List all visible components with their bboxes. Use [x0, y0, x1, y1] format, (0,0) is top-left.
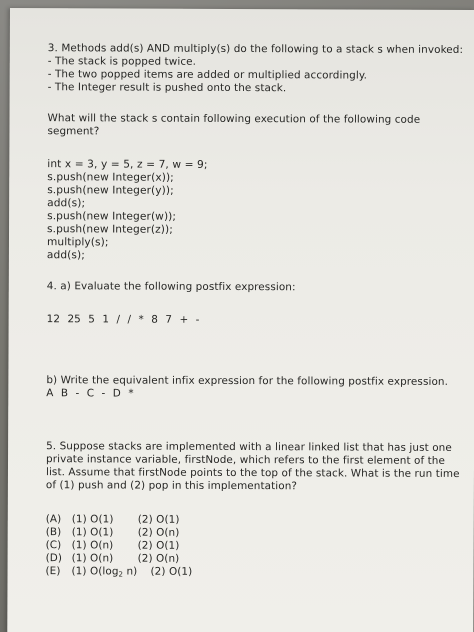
q4a-postfix-expression: 12 25 5 1 / / * 8 7 + -	[46, 313, 200, 326]
q3-intro: 3. Methods add(s) AND multiply(s) do the following to a stack s when invoked:	[47, 42, 464, 56]
q3-question-line-2: segment?	[47, 125, 100, 138]
option-e-pop: (2) O(1)	[150, 565, 193, 578]
option-a-letter: (A)	[45, 513, 62, 526]
code-line-3: s.push(new Integer(y));	[47, 184, 174, 197]
q3-bullet-1: - The stack is popped twice.	[47, 55, 197, 68]
option-c-push: (1) O(n)	[71, 539, 114, 552]
option-c-pop: (2) O(1)	[137, 539, 180, 552]
option-b-push: (1) O(1)	[71, 526, 114, 539]
option-d-push: (1) O(n)	[71, 552, 114, 565]
q5-text-line-4: of (1) push and (2) pop in this implementation?	[45, 479, 298, 493]
option-a-push: (1) O(1)	[71, 513, 114, 526]
q4b-prompt: b) Write the equivalent infix expression for the following postfix expression.	[46, 374, 449, 388]
option-d-pop: (2) O(n)	[137, 552, 180, 565]
code-line-7: multiply(s);	[46, 236, 109, 249]
q3-bullet-2: - The two popped items are added or multiplied accordingly.	[47, 68, 368, 82]
option-d-letter: (D)	[45, 552, 63, 565]
code-line-1: int x = 3, y = 5, z = 7, w = 9;	[47, 158, 208, 171]
option-e-push	[71, 565, 137, 581]
code-line-8: add(s);	[46, 249, 85, 262]
q5-text-line-2: private instance variable, firstNode, which refers to the first element of the	[46, 453, 446, 467]
code-line-5: s.push(new Integer(w));	[47, 210, 177, 223]
option-e-push-prefix: (1) O(log	[71, 565, 119, 578]
code-line-4: add(s);	[47, 197, 86, 210]
option-c-letter: (C)	[45, 539, 62, 552]
option-b-pop: (2) O(n)	[137, 526, 180, 539]
worksheet-page	[7, 8, 474, 632]
q3-bullet-3: - The Integer result is pushed onto the stack.	[47, 81, 287, 95]
q4a-prompt: 4. a) Evaluate the following postfix expression:	[46, 280, 296, 294]
q5-text-line-3: list. Assume that firstNode points to the top of the stack. What is the run time	[45, 466, 460, 480]
q3-question-line-1: What will the stack s contain following execution of the following code	[47, 112, 421, 126]
code-line-6: s.push(new Integer(z));	[47, 223, 173, 236]
option-e-letter: (E)	[45, 565, 61, 578]
code-line-2: s.push(new Integer(x));	[47, 171, 174, 184]
q5-text-line-1: 5. Suppose stacks are implemented with a linear linked list that has just one	[46, 440, 452, 454]
q4b-postfix-expression: A B - C - D *	[46, 387, 134, 400]
option-b-letter: (B)	[45, 526, 62, 539]
option-a-pop: (2) O(1)	[137, 513, 180, 526]
log-base-subscript: 2	[118, 570, 124, 579]
option-e-push-suffix: n)	[123, 565, 138, 578]
